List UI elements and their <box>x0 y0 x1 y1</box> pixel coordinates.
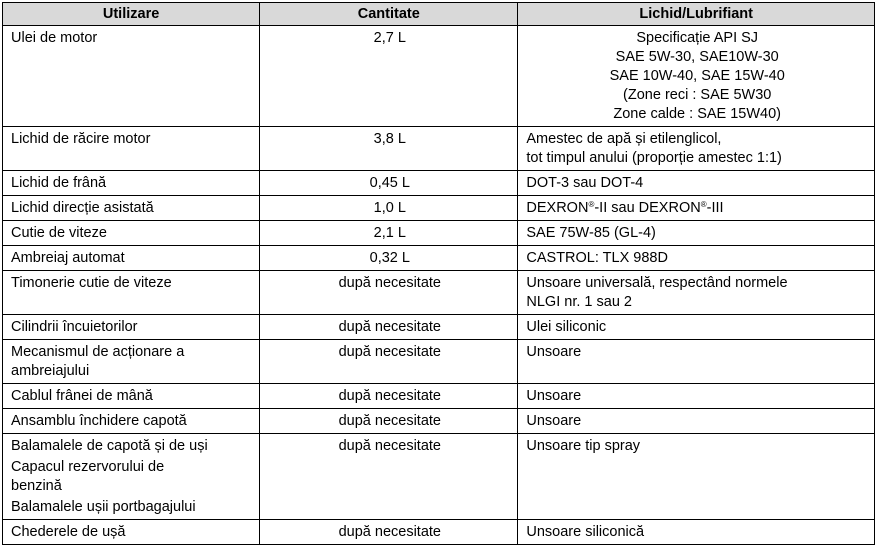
table-row <box>3 26 875 127</box>
cell-lichid <box>518 171 875 196</box>
table-row <box>3 246 875 271</box>
cell-lichid <box>518 127 875 171</box>
cell-lichid <box>518 246 875 271</box>
cell-utilizare <box>3 196 260 221</box>
cell-cantitate: după necesitate <box>260 520 518 545</box>
cell-cantitate: 2,1 L <box>260 221 518 246</box>
registered-mark: ® <box>700 200 707 209</box>
fluid-line: DEXRON®-II sau DEXRON®-III <box>526 200 724 216</box>
cell-utilizare <box>3 434 260 520</box>
use-line: Lichid de răcire motor <box>11 131 151 147</box>
fluid-line: Unsoare universală, respectând normele <box>526 275 788 291</box>
table-row <box>3 271 875 315</box>
fluid-line: tot timpul anului (proporție amestec 1:1) <box>526 150 782 166</box>
cell-utilizare <box>3 171 260 196</box>
cell-lichid <box>518 409 875 434</box>
header-utilizare: Utilizare <box>3 3 260 26</box>
header-row <box>3 3 875 26</box>
table-row <box>3 171 875 196</box>
use-line: Ulei de motor <box>11 30 98 46</box>
cell-utilizare <box>3 271 260 315</box>
header-lichid: Lichid/Lubrifiant <box>518 3 875 26</box>
cell-lichid <box>518 26 875 127</box>
cell-utilizare <box>3 340 260 384</box>
cell-utilizare <box>3 409 260 434</box>
cell-lichid <box>518 196 875 221</box>
fluid-line: SAE 5W-30, SAE10W-30 <box>615 49 779 65</box>
use-line: Mecanismul de acționare a <box>11 344 185 360</box>
use-line: Ansamblu închidere capotă <box>11 413 187 429</box>
use-line: Capacul rezervorului de <box>11 459 165 475</box>
fluid-line: Unsoare <box>526 344 582 360</box>
table-body <box>3 26 875 545</box>
cell-cantitate: 1,0 L <box>260 196 518 221</box>
use-line: Balamalele ușii portbagajului <box>11 499 196 515</box>
use-line: Balamalele de capotă și de uși <box>11 438 208 454</box>
fluid-line: Specificație API SJ <box>636 30 759 46</box>
cell-cantitate: 2,7 L <box>260 26 518 127</box>
cell-utilizare <box>3 221 260 246</box>
table-row <box>3 315 875 340</box>
cell-cantitate: 0,32 L <box>260 246 518 271</box>
table-row <box>3 520 875 545</box>
registered-mark: ® <box>588 200 595 209</box>
table-row <box>3 127 875 171</box>
use-line: Lichid direcție asistată <box>11 200 154 216</box>
cell-utilizare <box>3 384 260 409</box>
fluid-line: SAE 10W-40, SAE 15W-40 <box>609 68 785 84</box>
cell-lichid <box>518 434 875 520</box>
cell-lichid <box>518 384 875 409</box>
cell-cantitate: după necesitate <box>260 384 518 409</box>
fluid-line: Unsoare <box>526 388 582 404</box>
use-line: ambreiajului <box>11 363 90 379</box>
fluid-line: Zone calde : SAE 15W40) <box>613 106 782 122</box>
use-line: Cilindrii încuietorilor <box>11 319 138 335</box>
use-line: Lichid de frână <box>11 175 107 191</box>
table-row <box>3 340 875 384</box>
fluid-line: Unsoare <box>526 413 582 429</box>
table-row <box>3 196 875 221</box>
use-line: Cutie de viteze <box>11 225 107 241</box>
cell-lichid <box>518 520 875 545</box>
table-row <box>3 409 875 434</box>
use-line: benzină <box>11 478 62 494</box>
cell-utilizare <box>3 246 260 271</box>
fluid-line: NLGI nr. 1 sau 2 <box>526 294 632 310</box>
fluid-line: Ulei siliconic <box>526 319 607 335</box>
fluid-line: SAE 75W-85 (GL-4) <box>526 225 656 241</box>
cell-cantitate: după necesitate <box>260 315 518 340</box>
use-line: Timonerie cutie de viteze <box>11 275 172 291</box>
table-row <box>3 221 875 246</box>
cell-utilizare <box>3 26 260 127</box>
cell-utilizare <box>3 127 260 171</box>
use-line: Cablul frânei de mână <box>11 388 153 404</box>
cell-utilizare <box>3 315 260 340</box>
header-cantitate: Cantitate <box>260 3 518 26</box>
use-line: Chederele de ușă <box>11 524 126 540</box>
table-row <box>3 434 875 520</box>
fluid-line: Amestec de apă și etilenglicol, <box>526 131 722 147</box>
use-line: Ambreiaj automat <box>11 250 125 266</box>
cell-cantitate: 0,45 L <box>260 171 518 196</box>
cell-cantitate: 3,8 L <box>260 127 518 171</box>
lubricants-table <box>2 2 875 545</box>
fluid-line: Unsoare siliconică <box>526 524 645 540</box>
cell-lichid <box>518 315 875 340</box>
fluid-line: Unsoare tip spray <box>526 438 641 454</box>
cell-cantitate: după necesitate <box>260 434 518 520</box>
cell-cantitate: după necesitate <box>260 340 518 384</box>
cell-lichid <box>518 340 875 384</box>
fluid-line: (Zone reci : SAE 5W30 <box>623 87 772 103</box>
cell-lichid <box>518 271 875 315</box>
table-row <box>3 384 875 409</box>
cell-utilizare <box>3 520 260 545</box>
fluid-line: DOT-3 sau DOT-4 <box>526 175 644 191</box>
cell-cantitate: după necesitate <box>260 409 518 434</box>
cell-cantitate: după necesitate <box>260 271 518 315</box>
cell-lichid <box>518 221 875 246</box>
fluid-line: CASTROL: TLX 988D <box>526 250 668 266</box>
